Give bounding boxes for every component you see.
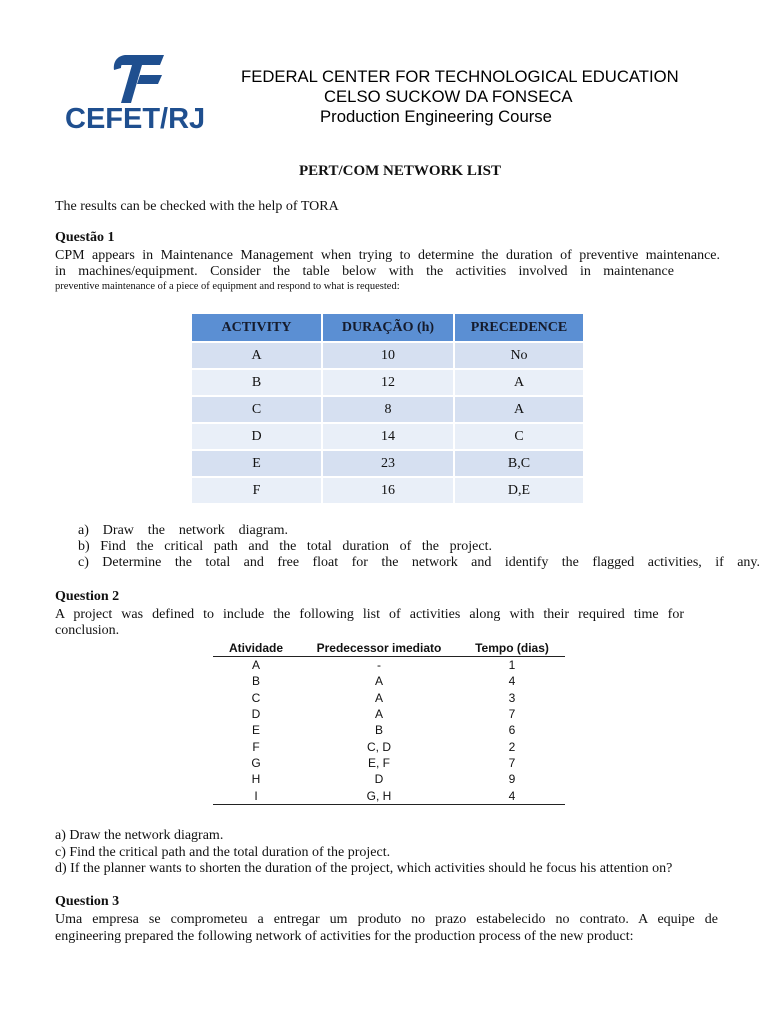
table-cell: A [455, 397, 583, 422]
table-cell: F [252, 739, 260, 754]
table-row [192, 343, 583, 368]
table-cell: 14 [323, 424, 453, 449]
table-header-row [192, 314, 583, 341]
page-title: PERT/COM NETWORK LIST [299, 163, 502, 179]
table-cell: G, H [366, 788, 392, 803]
question2-heading: Question 2 [55, 589, 120, 604]
table-cell: D,E [455, 478, 583, 503]
table-cell: C [455, 424, 583, 449]
table-row [213, 738, 565, 754]
table-row [213, 755, 565, 771]
table-cell: C [192, 397, 321, 422]
table-cell: G [251, 755, 261, 770]
table-header-cell: Tempo (dias) [475, 641, 549, 655]
table-cell: 12 [323, 370, 453, 395]
table-cell: B,C [455, 451, 583, 476]
table-row [192, 451, 583, 476]
table-cell: 10 [323, 343, 453, 368]
table-cell: E [192, 451, 321, 476]
question1-item: b) Find the critical path and the total duration of the project. [78, 539, 492, 554]
table-cell: C, D [367, 739, 391, 754]
question1-heading: Questão 1 [55, 230, 115, 245]
table-cell: 4 [508, 674, 516, 689]
table-row [213, 706, 565, 722]
table-header-cell: DURAÇÃO (h) [323, 314, 453, 341]
table-cell: E [251, 723, 260, 738]
table-header-cell: Predecessor imediato [316, 641, 442, 655]
table-cell: A [455, 370, 583, 395]
table-cell: A [251, 658, 260, 673]
table-row [192, 397, 583, 422]
question2-item: c) Find the critical path and the total duration of the project. [55, 845, 391, 860]
table-cell: 4 [508, 788, 516, 803]
table-cell: D [192, 424, 321, 449]
table-row [213, 690, 565, 706]
question3-text-line: Uma empresa se comprometeu a entregar um produto no prazo estabelecido no contrato. A equipe de [55, 912, 718, 927]
table-cell: No [455, 343, 583, 368]
table-cell: H [251, 772, 261, 787]
table-cell: 3 [508, 690, 516, 705]
table-cell: B [374, 723, 383, 738]
question1-text-line: preventive maintenance of a piece of equipment and respond to what is requested: [55, 281, 400, 292]
table-cell: 16 [323, 478, 453, 503]
logo-text: CEFET/RJ [65, 103, 206, 135]
table-header-row [213, 640, 565, 657]
logo-mark [108, 54, 164, 104]
table-cell: D [374, 772, 384, 787]
table-cell: B [251, 674, 260, 689]
question3-heading: Question 3 [55, 894, 120, 909]
question1-text-line: in machines/equipment. Consider the table below with the activities involved in maintenance [55, 264, 674, 279]
question2-item: a) Draw the network diagram. [55, 828, 224, 843]
institution-name: FEDERAL CENTER FOR TECHNOLOGICAL EDUCATION [241, 67, 679, 86]
table-header-cell: ACTIVITY [192, 314, 321, 341]
cefet-logo [60, 52, 212, 136]
course-name: Production Engineering Course [320, 107, 552, 126]
table-cell: 9 [508, 772, 516, 787]
table-row [213, 673, 565, 689]
intro-text: The results can be checked with the help of TORA [55, 199, 339, 214]
table-row [213, 722, 565, 738]
table-cell: A [374, 690, 383, 705]
table-cell: A [374, 674, 383, 689]
table-row [213, 787, 565, 803]
predecessor-table [213, 640, 565, 805]
table-cell: 7 [508, 707, 516, 722]
question2-text-line: A project was defined to include the following list of activities along with their required time for [55, 607, 684, 622]
table-cell: 7 [508, 755, 516, 770]
table-row [213, 657, 565, 673]
table-cell: C [251, 690, 261, 705]
table-cell: I [254, 788, 258, 803]
table-row [192, 424, 583, 449]
table-cell: 23 [323, 451, 453, 476]
table-header-cell: Atividade [228, 641, 283, 655]
table-cell: E, F [367, 755, 390, 770]
question1-item: c) Determine the total and free float for the network and identify the flagged activities, if any. [78, 555, 760, 570]
table-cell: - [377, 658, 381, 673]
table-cell: 6 [508, 723, 516, 738]
institution-subname: CELSO SUCKOW DA FONSECA [324, 87, 573, 106]
table-cell: A [192, 343, 321, 368]
table-row [213, 771, 565, 787]
question1-item: a) Draw the network diagram. [78, 523, 288, 538]
table-row [192, 478, 583, 503]
table-row [192, 370, 583, 395]
table-cell: A [374, 707, 383, 722]
table-header-cell: PRECEDENCE [455, 314, 583, 341]
table-cell: D [251, 707, 261, 722]
question1-text-line: CPM appears in Maintenance Management when trying to determine the duration of preventive maintenance. [55, 248, 720, 263]
activity-table [192, 314, 583, 503]
question2-item: d) If the planner wants to shorten the duration of the project, which activities should he focus his attention on? [55, 861, 673, 876]
table-cell: 1 [508, 658, 516, 673]
table-cell: 8 [323, 397, 453, 422]
table-cell: F [192, 478, 321, 503]
table-cell: B [192, 370, 321, 395]
table-cell: 2 [508, 739, 516, 754]
question2-text-line: conclusion. [55, 623, 120, 638]
question3-text-line: engineering prepared the following network of activities for the production process of the new product: [55, 929, 634, 944]
